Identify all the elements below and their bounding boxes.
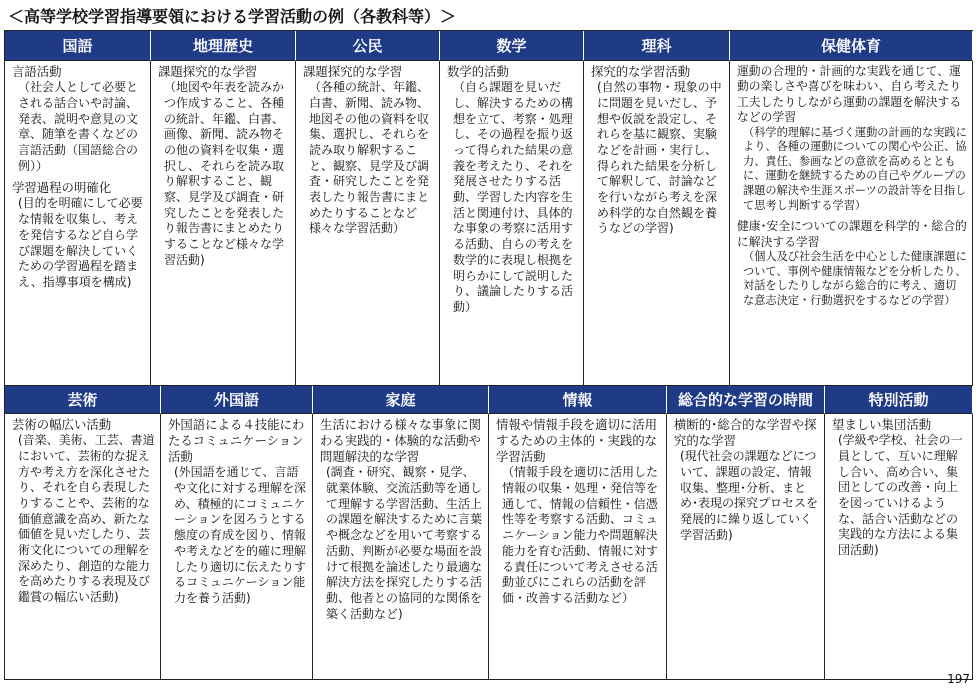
activity-heading: 芸術の幅広い活動 <box>12 417 112 432</box>
activity-detail: （社会人として必要とされる話合いや討論、発表、説明や意見の文章、随筆を書くなどの言語活動（国語総合の例）） <box>18 80 139 173</box>
activity-heading: 横断的･総合的な学習や探究的な学習 <box>674 417 817 449</box>
activity-heading: 探究的な学習活動 <box>591 64 691 79</box>
cell-komin <box>296 61 440 386</box>
cell-kokugo <box>5 61 151 386</box>
subjects-table-top <box>4 30 973 386</box>
header-joho: 情報 <box>489 386 667 414</box>
activity-detail: (目的を明確にして必要な情報を収集し、考えを発信するなど自ら学び課題を解決していくための学習過程を踏まえ、指導事項を構成) <box>18 196 143 289</box>
activity-detail: (音楽、美術、工芸、書道において、芸術的な捉え方や考え方を深化させたり、それを自ら表現したりすることや、芸術的な価値意識を高め、新たな価値を見いだしたり、芸術文化についての理解を深めたり、創造的な能力を高めたりする表現及び鑑賞の幅広い活動) <box>18 433 155 605</box>
header-komin: 公民 <box>296 31 440 61</box>
activity-detail: (外国語を通じて、言語や文化に対する理解を深め、積極的にコミュニケーションを図ろうとする態度の育成を図り、情報や考えなどを的確に理解したり適切に伝えたりするコミュニケーション能力を養う活動) <box>174 465 307 605</box>
cell-sogo <box>667 414 825 680</box>
activity-heading: 情報や情報手段を適切に活用するための主体的・実践的な学習活動 <box>496 417 658 465</box>
activity-detail: (現代社会の課題などについて、課題の設定、情報収集、整理･分析、まとめ･表現の探究プロセスを発展的に繰り返していく学習活動) <box>680 449 819 542</box>
activity-detail: (自然の事物・現象の中に問題を見いだし、予想や仮説を設定し、それらを基に観察、実験などを計画・実行し、得られた結果を分析して解釈して、討論などを行いながら考えを深め科学的な自然観を養うなどの学習) <box>597 80 722 236</box>
subjects-table-bottom <box>4 385 973 680</box>
page-title: ＜高等学校学習指導要領における学習活動の例（各教科等）＞ <box>8 7 457 26</box>
header-gaikokugo: 外国語 <box>161 386 313 414</box>
header-tokubetsu-katsudo: 特別活動 <box>825 386 973 414</box>
header-rika: 理科 <box>584 31 730 61</box>
activity-heading: 数学的活動 <box>447 64 509 79</box>
cell-hoken-taiiku <box>730 61 973 386</box>
activity-heading: 生活における様々な事象に関わる実践的・体験的な活動や問題解決的な学習 <box>320 417 482 465</box>
activity-detail: (調査・研究、観察・見学、就業体験、交流活動等を通して理解する学習活動、生活上の課題を解決するために言葉や概念などを用いて考察する活動、判断が必要な場面を設けて根拠を論述したり最適な解決方法を探究したりする活動、他者との協同的な関係を築く活動など) <box>326 465 483 621</box>
activity-detail: (学級や学校、社会の一員として、互いに理解し合い、高め合い、集団としての改善・向上を図っていけるような、話合い活動などの実践的な方法による集団活動) <box>838 433 963 558</box>
cell-geijutsu <box>5 414 161 680</box>
cell-katei <box>313 414 489 680</box>
header-katei: 家庭 <box>313 386 489 414</box>
header-sogo: 総合的な学習の時間 <box>667 386 825 414</box>
header-sugaku: 数学 <box>440 31 584 61</box>
header-geijutsu: 芸術 <box>5 386 161 414</box>
page-number: 197 <box>947 672 970 686</box>
activity-heading: 言語活動 <box>12 64 62 79</box>
header-chiri-rekishi: 地理歴史 <box>151 31 296 61</box>
cell-tokubetsu-katsudo <box>825 414 973 680</box>
activity-detail: （情報手段を適切に活用した情報の収集・処理・発信等を通して、情報の信頼性・信憑性等を考察する活動、コミュニケーション能力や問題解決能力を育む活動、情報に対する責任について考えさせる活動並びにこれらの活動を評価・改善する活動など） <box>502 465 659 605</box>
header-kokugo: 国語 <box>5 31 151 61</box>
cell-rika <box>584 61 730 386</box>
cell-sugaku <box>440 61 584 386</box>
activity-detail: （科学的理解に基づく運動の計画的な実践により、各種の運動についての関心や公正、協力、責任、参画などの意欲を高めるとともに、運動を継続するための自己やグループの課題の解決や生涯スポーツの設計等を目指して思考し判断する学習） <box>743 125 967 212</box>
cell-gaikokugo <box>161 414 313 680</box>
activity-detail: （自ら課題を見いだし、解決するための構想を立て、考察・処理し、その過程を振り返って得られた結果の意義を考えたり、それを発展させたりする活動、学習した内容を生活と関連付け、具体的な事象の考察に活用する活動、自らの考えを数学的に表現し根拠を明らかにして説明したり、議論したりする活動） <box>453 80 574 314</box>
activity-detail: （個人及び社会生活を中心とした健康課題について、事例や健康情報などを分析したり、対話をしたりしながら総合的に考え、適切な意志決定・行動選択をするなどの学習） <box>743 250 967 307</box>
header-hoken-taiiku: 保健体育 <box>730 31 973 61</box>
activity-heading: 課題探究的な学習 <box>303 64 403 79</box>
activity-heading: 健康･安全についての課題を科学的・総合的に解決する学習 <box>737 219 967 249</box>
activity-detail: （各種の統計、年鑑、白書、新聞、読み物、地図その他の資料を収集、選択し、それらを読み取り解釈すること、観察、見学及び調査・研究したことを発表したり報告書にまとめたりすることなど様々な学習活動） <box>309 80 430 236</box>
activity-heading: 外国語による４技能にわたるコミュニケーション活動 <box>168 417 305 465</box>
activity-heading: 課題探究的な学習 <box>158 64 258 79</box>
activity-detail: （地図や年表を読みかつ作成すること、各種の統計、年鑑、白書、画像、新聞、読み物その他の資料を収集・選択し、それらを読み取り解釈すること、観察、見学及び調査・研究したことを発表したり報告書にまとめたりすることなど様々な学習活動) <box>164 80 285 267</box>
cell-chiri-rekishi <box>151 61 296 386</box>
activity-heading: 運動の合理的・計画的な実践を通じて、運動の楽しさや喜びを味わい、自ら考えたり工夫したりしながら運動の課題を解決するなどの学習 <box>737 64 962 125</box>
activity-heading: 学習過程の明確化 <box>12 180 112 196</box>
cell-joho <box>489 414 667 680</box>
activity-heading: 望ましい集団活動 <box>832 417 932 432</box>
